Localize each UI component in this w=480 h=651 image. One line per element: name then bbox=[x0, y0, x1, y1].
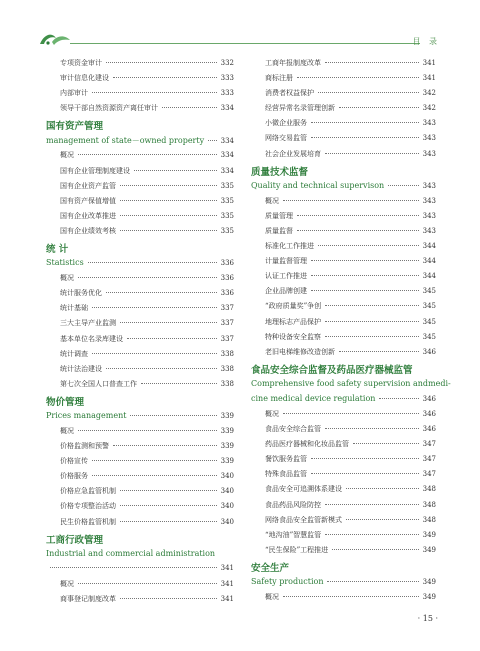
dot-leader bbox=[318, 245, 419, 246]
toc-page-number: 344 bbox=[422, 257, 436, 266]
toc-page-number: 337 bbox=[220, 334, 234, 343]
toc-page-number: 349 bbox=[422, 530, 436, 539]
toc-page-number: 346 bbox=[422, 425, 436, 434]
toc-entry-title: 概况 bbox=[265, 593, 279, 601]
page-number: · 15 · bbox=[417, 614, 438, 623]
toc-entry-title: 基本单位名录库建设 bbox=[60, 334, 123, 343]
dot-leader bbox=[130, 415, 216, 416]
toc-page-number: 344 bbox=[422, 272, 436, 281]
dot-leader bbox=[283, 413, 419, 414]
toc-entry[interactable] bbox=[251, 58, 436, 73]
toc-entry-title: 统计法治建设 bbox=[60, 364, 102, 373]
toc-page-number: 340 bbox=[220, 472, 234, 481]
toc-entry-title: 地理标志产品保护 bbox=[265, 317, 321, 326]
toc-entry[interactable] bbox=[251, 271, 436, 286]
toc-page-number: 345 bbox=[422, 302, 436, 311]
toc-entry-title: 概况 bbox=[60, 274, 74, 283]
toc-entry-title: 概况 bbox=[60, 151, 74, 160]
dot-leader bbox=[127, 338, 217, 339]
dot-leader bbox=[92, 353, 217, 354]
toc-page-number: 339 bbox=[220, 426, 234, 435]
toc-entry-title: 计量监督管理 bbox=[265, 257, 307, 266]
toc-english-title[interactable] bbox=[251, 181, 436, 196]
dot-leader bbox=[113, 77, 217, 78]
dot-leader bbox=[327, 581, 418, 582]
toc-page-number: 349 bbox=[422, 593, 436, 601]
dot-leader bbox=[50, 567, 217, 568]
toc-entry-title: 小微企业服务 bbox=[265, 119, 307, 128]
toc-page-number: 341 bbox=[422, 74, 436, 83]
toc-entry[interactable] bbox=[46, 303, 234, 318]
toc-entry-title: 价格监测和预警 bbox=[60, 442, 109, 451]
toc-section-heading: 统 计 bbox=[46, 244, 69, 256]
toc-english-title[interactable] bbox=[46, 411, 234, 426]
toc-entry[interactable] bbox=[251, 439, 436, 454]
toc-page-number: 335 bbox=[220, 196, 234, 205]
toc-entry[interactable] bbox=[251, 469, 436, 484]
toc-entry-title: Statistics bbox=[46, 258, 84, 268]
toc-entry-title: 标准化工作推进 bbox=[265, 242, 314, 251]
toc-entry[interactable] bbox=[46, 334, 234, 349]
toc-entry-title: 专项资金审计 bbox=[60, 59, 102, 67]
toc-page-number: 336 bbox=[220, 274, 234, 283]
dot-leader bbox=[208, 140, 217, 141]
toc-entry[interactable] bbox=[46, 166, 234, 181]
toc-entry[interactable] bbox=[251, 545, 436, 560]
toc-entry[interactable] bbox=[46, 103, 234, 118]
toc-page-number: 343 bbox=[422, 226, 436, 235]
toc-entry[interactable] bbox=[46, 471, 234, 486]
toc-entry[interactable] bbox=[46, 579, 234, 594]
toc-english-title[interactable] bbox=[251, 577, 436, 592]
toc-entry-title: 特殊食品监管 bbox=[265, 470, 307, 479]
toc-english-title[interactable] bbox=[46, 135, 234, 150]
dot-leader bbox=[120, 521, 217, 522]
toc-page-number: 340 bbox=[220, 517, 234, 526]
header-rule bbox=[70, 43, 420, 44]
toc-page-number: 333 bbox=[220, 89, 234, 98]
toc-entry-title: “民生保险”工程推进 bbox=[265, 545, 329, 554]
toc-entry-title: 审计信息化建设 bbox=[60, 74, 109, 83]
toc-page-number: 335 bbox=[220, 211, 234, 220]
toc-page-number: 334 bbox=[220, 104, 234, 113]
dot-leader bbox=[78, 430, 217, 431]
dot-leader bbox=[106, 292, 217, 293]
toc-page-number: 343 bbox=[422, 181, 436, 190]
toc-entry-title: 领导干部自然资源资产离任审计 bbox=[60, 104, 158, 113]
toc-entry-title: 餐饮服务监管 bbox=[265, 455, 307, 464]
dot-leader bbox=[311, 473, 419, 474]
toc-entry-title: cine medical device regulation bbox=[251, 393, 376, 403]
toc-page-number: 334 bbox=[220, 151, 234, 160]
toc-entry-title: 三大主导产业监测 bbox=[60, 319, 116, 328]
toc-page-number: 345 bbox=[422, 332, 436, 341]
toc-section-heading: 物价管理 bbox=[46, 396, 85, 408]
toc-page-number: 332 bbox=[220, 59, 234, 67]
dot-leader bbox=[120, 322, 217, 323]
toc-entry[interactable] bbox=[46, 456, 234, 471]
toc-entry-title: 价格宣传 bbox=[60, 457, 88, 466]
toc-page-number: 347 bbox=[422, 455, 436, 464]
toc-entry[interactable] bbox=[46, 318, 234, 333]
toc-entry[interactable] bbox=[251, 332, 436, 347]
toc-page-number: 347 bbox=[422, 470, 436, 479]
toc-english-title[interactable] bbox=[46, 549, 234, 564]
toc-entry-title: 概况 bbox=[60, 426, 74, 435]
dot-leader bbox=[339, 351, 419, 352]
toc-entry[interactable] bbox=[251, 196, 436, 211]
toc-entry-title: 国有资产保值增值 bbox=[60, 196, 116, 205]
toc-page-number: 343 bbox=[422, 134, 436, 143]
section-label: 目 录 bbox=[412, 37, 440, 46]
toc-right-column bbox=[251, 58, 451, 607]
toc-page-number: 335 bbox=[220, 226, 234, 235]
toc-page-number: 349 bbox=[422, 545, 436, 554]
toc-entry-title: 价格服务 bbox=[60, 472, 88, 481]
toc-section-heading: 质量技术监督 bbox=[251, 166, 309, 178]
toc-entry-title: 价格应急监管机制 bbox=[60, 487, 116, 496]
toc-entry[interactable] bbox=[251, 118, 436, 133]
toc-entry[interactable] bbox=[251, 301, 436, 316]
toc-entry[interactable] bbox=[46, 73, 234, 88]
toc-entry-title: 商标注册 bbox=[265, 74, 293, 83]
dot-leader bbox=[325, 321, 419, 322]
toc-entry[interactable] bbox=[251, 500, 436, 515]
toc-entry[interactable] bbox=[251, 286, 436, 301]
dot-leader bbox=[134, 170, 217, 171]
dot-leader bbox=[311, 290, 419, 291]
dot-leader bbox=[297, 77, 419, 78]
dot-leader bbox=[92, 460, 217, 461]
toc-entry-title: 概况 bbox=[265, 196, 279, 205]
toc-page-number: 343 bbox=[422, 196, 436, 205]
toc-entry-title: 食品安全可追溯体系建设 bbox=[265, 485, 342, 494]
toc-page-number: 341 bbox=[220, 563, 234, 572]
toc-page-number: 337 bbox=[220, 304, 234, 313]
toc-entry[interactable] bbox=[46, 594, 234, 609]
toc-entry[interactable] bbox=[46, 441, 234, 456]
toc-entry-title: management of state－owned property bbox=[46, 136, 205, 146]
toc-page-number: 341 bbox=[220, 594, 234, 603]
dot-leader bbox=[92, 475, 217, 476]
toc-entry[interactable] bbox=[251, 454, 436, 469]
dot-leader bbox=[388, 185, 418, 186]
toc-entry-title: 统计调查 bbox=[60, 349, 88, 358]
toc-english-title[interactable] bbox=[46, 258, 234, 273]
dot-leader bbox=[120, 200, 217, 201]
toc-entry[interactable] bbox=[251, 409, 436, 424]
dot-leader bbox=[78, 154, 217, 155]
dot-leader bbox=[346, 519, 419, 520]
toc-entry-title: Comprehensive food safety supervision andmedi- bbox=[251, 378, 451, 388]
toc-page-number: 348 bbox=[422, 500, 436, 509]
toc-entry[interactable] bbox=[251, 484, 436, 499]
toc-left-column bbox=[46, 58, 234, 609]
toc-page-number: 346 bbox=[422, 394, 436, 403]
dot-leader bbox=[325, 428, 419, 429]
dot-leader bbox=[120, 490, 217, 491]
toc-entry[interactable] bbox=[46, 349, 234, 364]
toc-entry[interactable] bbox=[251, 530, 436, 545]
toc-page-number: 348 bbox=[422, 515, 436, 524]
toc-page-number: 349 bbox=[422, 577, 436, 586]
toc-entry-title: Prices management bbox=[46, 410, 127, 420]
toc-page-number: 341 bbox=[422, 59, 436, 67]
toc-entry[interactable] bbox=[251, 88, 436, 103]
toc-page-number: 342 bbox=[422, 104, 436, 113]
toc-entry[interactable] bbox=[46, 501, 234, 516]
toc-page-number: 337 bbox=[220, 319, 234, 328]
toc-section-heading: 安全生产 bbox=[251, 562, 290, 574]
dot-leader bbox=[283, 200, 419, 201]
toc-page-number: 338 bbox=[220, 349, 234, 358]
toc-page-number: 341 bbox=[220, 579, 234, 588]
toc-page-number: 339 bbox=[220, 457, 234, 466]
dot-leader bbox=[339, 107, 419, 108]
dot-leader bbox=[162, 107, 217, 108]
dot-leader bbox=[311, 458, 419, 459]
dot-leader bbox=[353, 443, 419, 444]
dot-leader bbox=[120, 185, 217, 186]
toc-page-number: 348 bbox=[422, 485, 436, 494]
toc-entry-title: 统计基础 bbox=[60, 304, 88, 313]
toc-entry-title: “地沟油”智慧监管 bbox=[265, 530, 322, 539]
toc-entry-title: 第七次全国人口普查工作 bbox=[60, 379, 137, 388]
toc-page-number: 343 bbox=[422, 119, 436, 128]
toc-entry[interactable] bbox=[251, 256, 436, 271]
dot-leader bbox=[106, 368, 217, 369]
toc-english-title[interactable] bbox=[251, 394, 436, 409]
leaf-logo-icon bbox=[38, 30, 72, 48]
page-header bbox=[0, 0, 480, 50]
toc-page-number: 344 bbox=[422, 242, 436, 251]
dot-leader bbox=[92, 307, 217, 308]
toc-page-number: 339 bbox=[220, 442, 234, 451]
dot-leader bbox=[332, 549, 418, 550]
toc-entry[interactable] bbox=[251, 103, 436, 118]
toc-entry[interactable] bbox=[46, 426, 234, 441]
toc-entry-title: 质量监督 bbox=[265, 226, 293, 235]
toc-entry-title: Quality and technical supervison bbox=[251, 180, 385, 190]
toc-entry[interactable] bbox=[251, 424, 436, 439]
toc-page-number: 338 bbox=[220, 364, 234, 373]
toc-page-number: 334 bbox=[220, 137, 234, 146]
toc-entry[interactable] bbox=[251, 226, 436, 241]
dot-leader bbox=[120, 598, 217, 599]
toc-entry-title: 经营异常名录管理创新 bbox=[265, 104, 335, 113]
toc-entry-title: 工商年报制度改革 bbox=[265, 59, 321, 67]
toc-page-number: 338 bbox=[220, 379, 234, 388]
dot-leader bbox=[311, 122, 419, 123]
toc-entry[interactable] bbox=[251, 133, 436, 148]
toc-page-number: 343 bbox=[422, 149, 436, 158]
dot-leader bbox=[325, 504, 419, 505]
toc-entry-title: 商事登记制度改革 bbox=[60, 594, 116, 603]
toc-entry-title: 质量管理 bbox=[265, 211, 293, 220]
toc-page-number: 343 bbox=[422, 211, 436, 220]
toc-page-number: 342 bbox=[422, 89, 436, 98]
toc-entry-title: “政府质量奖”争创 bbox=[265, 302, 322, 311]
toc-page-number: 345 bbox=[422, 317, 436, 326]
toc-entry-title: 特种设备安全监察 bbox=[265, 332, 321, 341]
dot-leader bbox=[297, 215, 419, 216]
toc-entry-title: 认证工作推进 bbox=[265, 272, 307, 281]
toc-entry[interactable] bbox=[46, 226, 234, 241]
toc-entry[interactable] bbox=[46, 486, 234, 501]
toc-entry-title: 概况 bbox=[265, 409, 279, 418]
toc-entry-title: Safety production bbox=[251, 576, 324, 586]
toc-entry-title: 国有企业改革推进 bbox=[60, 211, 116, 220]
toc-entry-title: 社会企业发展培育 bbox=[265, 149, 321, 158]
dot-leader bbox=[78, 277, 217, 278]
toc-entry-title: 药品医疗器械和化妆品监管 bbox=[265, 440, 349, 449]
dot-leader bbox=[325, 534, 418, 535]
toc-entry[interactable] bbox=[251, 73, 436, 88]
toc-entry[interactable] bbox=[46, 379, 234, 394]
dot-leader bbox=[311, 137, 419, 138]
dot-leader bbox=[379, 398, 418, 399]
toc-entry-title: 食品药品风险防控 bbox=[265, 500, 321, 509]
toc-entry[interactable] bbox=[46, 181, 234, 196]
dot-leader bbox=[141, 383, 217, 384]
toc-english-title-continued[interactable] bbox=[46, 564, 234, 579]
toc-page-number: 346 bbox=[422, 409, 436, 418]
toc-entry-title: 内部审计 bbox=[60, 89, 88, 98]
toc-entry[interactable] bbox=[46, 517, 234, 532]
dot-leader bbox=[325, 336, 419, 337]
dot-leader bbox=[120, 230, 217, 231]
toc-entry[interactable] bbox=[46, 58, 234, 73]
toc-english-title[interactable] bbox=[251, 378, 451, 394]
toc-entry-title: 网络交易监管 bbox=[265, 134, 307, 143]
toc-entry[interactable] bbox=[46, 88, 234, 103]
toc-entry[interactable] bbox=[251, 592, 436, 607]
toc-entry-title: 概况 bbox=[60, 579, 74, 588]
toc-entry[interactable] bbox=[46, 211, 234, 226]
toc-entry-title: Industrial and commercial administration bbox=[46, 548, 216, 558]
toc-entry[interactable] bbox=[251, 317, 436, 332]
toc-entry-title: 国有企业管理制度建设 bbox=[60, 166, 130, 175]
dot-leader bbox=[283, 596, 419, 597]
toc-page-number: 339 bbox=[220, 411, 234, 420]
toc-entry-title: 统计服务优化 bbox=[60, 289, 102, 298]
toc-entry[interactable] bbox=[251, 149, 436, 164]
toc-entry[interactable] bbox=[46, 150, 234, 165]
dot-leader bbox=[106, 62, 217, 63]
toc-entry[interactable] bbox=[251, 347, 436, 362]
toc-page-number: 346 bbox=[422, 347, 436, 356]
dot-leader bbox=[92, 92, 217, 93]
dot-leader bbox=[325, 305, 418, 306]
dot-leader bbox=[113, 445, 217, 446]
toc-page-number: 340 bbox=[220, 487, 234, 496]
dot-leader bbox=[318, 92, 419, 93]
dot-leader bbox=[311, 260, 419, 261]
toc-page-number: 347 bbox=[422, 440, 436, 449]
toc-entry-title: 食品安全综合监管 bbox=[265, 425, 321, 434]
toc-page-number: 336 bbox=[220, 259, 234, 268]
dot-leader bbox=[120, 505, 217, 506]
toc-page-number: 334 bbox=[220, 166, 234, 175]
toc-entry[interactable] bbox=[251, 211, 436, 226]
toc-entry-title: 网络食品安全监管新模式 bbox=[265, 515, 342, 524]
dot-leader bbox=[325, 62, 419, 63]
toc-entry[interactable] bbox=[46, 364, 234, 379]
toc-entry[interactable] bbox=[46, 273, 234, 288]
toc-section-heading: 国有资产管理 bbox=[46, 121, 104, 133]
toc-entry-title: 消费者权益保护 bbox=[265, 89, 314, 98]
dot-leader bbox=[346, 488, 419, 489]
toc-entry-title: 老旧电梯维修改造创新 bbox=[265, 347, 335, 356]
toc-page-number: 335 bbox=[220, 181, 234, 190]
dot-leader bbox=[325, 153, 419, 154]
dot-leader bbox=[78, 583, 217, 584]
toc-entry[interactable] bbox=[46, 288, 234, 303]
toc-entry-title: 国有企业资产监管 bbox=[60, 181, 116, 190]
toc-entry-title: 民生价格监管机制 bbox=[60, 517, 116, 526]
toc-page-number: 340 bbox=[220, 502, 234, 511]
toc-entry[interactable] bbox=[46, 196, 234, 211]
toc-page-number: 333 bbox=[220, 74, 234, 83]
toc-entry-title: 价格专项整治活动 bbox=[60, 502, 116, 511]
toc-entry[interactable] bbox=[251, 241, 436, 256]
toc-entry-title: 国有企业绩效考核 bbox=[60, 226, 116, 235]
toc-section-heading: 食品安全综合监督及药品医疗器械监管 bbox=[251, 364, 413, 376]
toc-section-heading: 工商行政管理 bbox=[46, 534, 104, 546]
dot-leader bbox=[88, 262, 217, 263]
toc-page-number: 345 bbox=[422, 287, 436, 296]
toc-entry[interactable] bbox=[251, 515, 436, 530]
toc-entry-title: 企业品牌创建 bbox=[265, 287, 307, 296]
toc-page-number: 336 bbox=[220, 289, 234, 298]
dot-leader bbox=[120, 215, 217, 216]
dot-leader bbox=[297, 230, 419, 231]
dot-leader bbox=[311, 275, 419, 276]
